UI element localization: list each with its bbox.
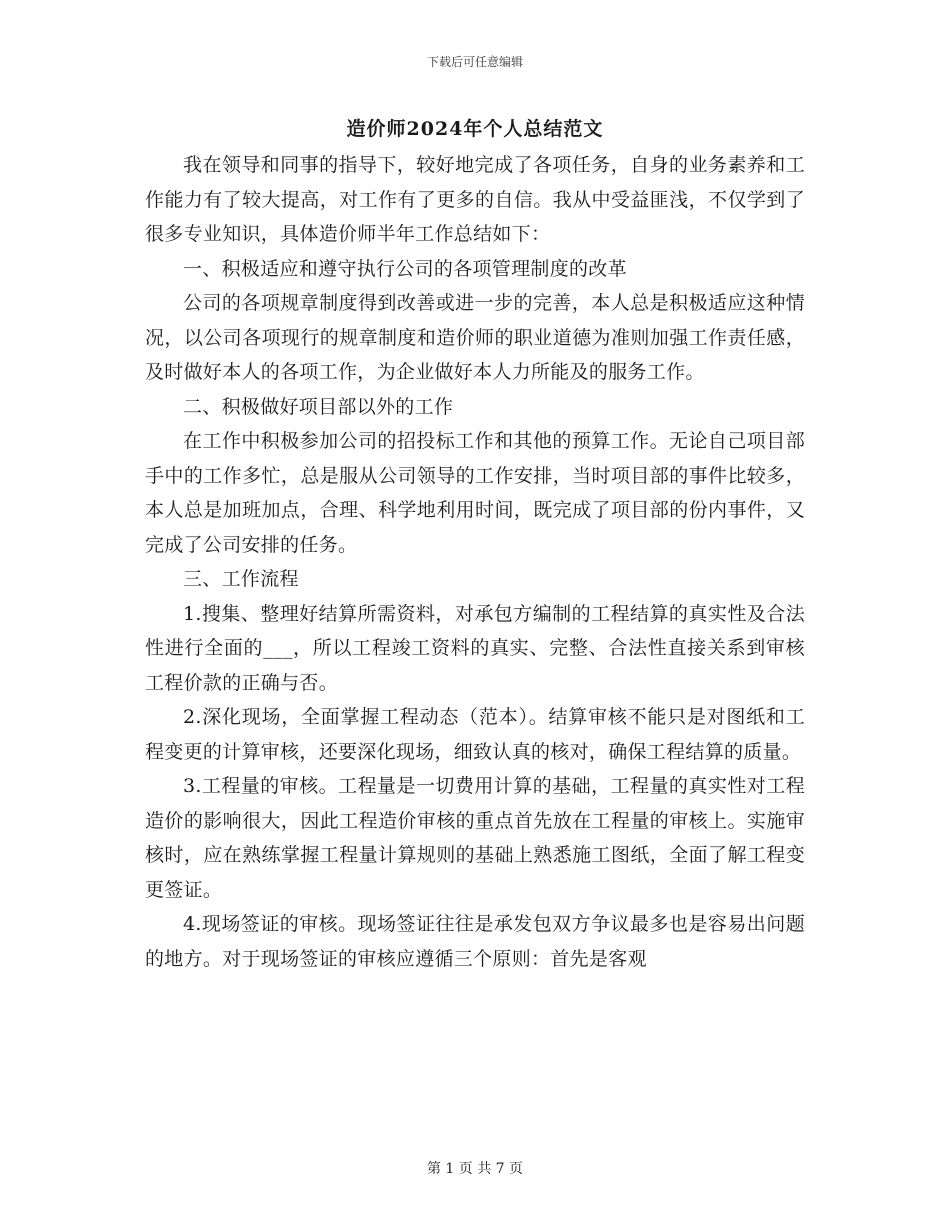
list-item-paragraph: 4.现场签证的审核。现场签证往往是承发包双方争议最多也是容易出问题的地方。对于现场签证的审核应遵循三个原则：首先是客观: [145, 913, 805, 970]
intro-paragraph: 我在领导和同事的指导下，较好地完成了各项任务，自身的业务素养和工作能力有了较大提高，对工作有了更多的自信。我从中受益匪浅，不仅学到了很多专业知识，具体造价师半年工作总结如下：: [145, 154, 805, 245]
document-body: [145, 148, 805, 976]
body-paragraph: 公司的各项规章制度得到改善或进一步的完善，本人总是积极适应这种情况，以公司各项现行的规章制度和造价师的职业道德为准则加强工作责任感，及时做好本人的各项工作，为企业做好本人力所能及的服务工作。: [145, 292, 805, 383]
page-footer: 第 1 页 共 7 页: [426, 1161, 524, 1177]
list-item-paragraph: 1.搜集、整理好结算所需资料，对承包方编制的工程结算的真实性及合法性进行全面的___，所以工程竣工资料的真实、完整、合法性直接关系到审核工程价款的正确与否。: [145, 602, 805, 694]
list-item-paragraph: 3.工程量的审核。工程量是一切费用计算的基础，工程量的真实性对工程造价的影响很大，因此工程造价审核的重点首先放在工程量的审核上。实施审核时，应在熟练掌握工程量计算规则的基础上熟悉施工图纸，全面了解工程变更签证。: [145, 775, 805, 901]
header-note: 下载后可任意编辑: [426, 55, 523, 69]
document-title: 造价师2024年个人总结范文: [346, 118, 604, 140]
section-heading-1: 一、积极适应和遵守执行公司的各项管理制度的改革: [183, 257, 627, 280]
list-item-paragraph: 2.深化现场，全面掌握工程动态（范本）。结算审核不能只是对图纸和工程变更的计算审核，还要深化现场，细致认真的核对，确保工程结算的质量。: [145, 706, 805, 763]
body-paragraph: 在工作中积极参加公司的招投标工作和其他的预算工作。无论自己项目部手中的工作多忙，总是服从公司领导的工作安排，当时项目部的事件比较多，本人总是加班加点，合理、科学地利用时间，既完成了项目部的份内事件，又完成了公司安排的任务。: [145, 430, 805, 556]
section-heading-2: 二、积极做好项目部以外的工作: [183, 395, 454, 418]
section-heading-3: 三、工作流程: [183, 568, 299, 590]
